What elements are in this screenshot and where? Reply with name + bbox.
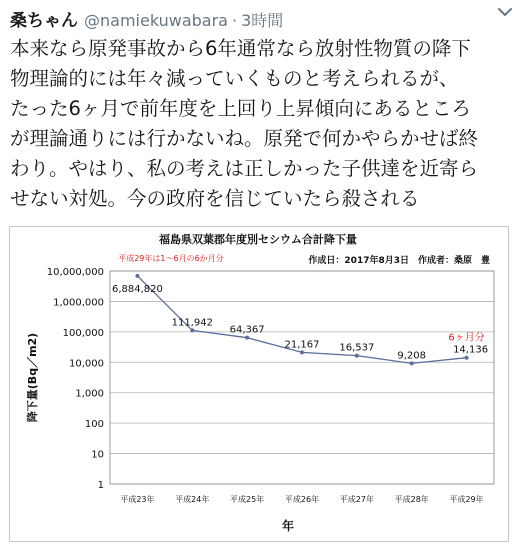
data-point bbox=[465, 356, 469, 360]
attached-chart-image[interactable] bbox=[9, 226, 509, 542]
chart-subtitle: 作成日：2017年8月3日 作成者：桑原 豊 bbox=[308, 256, 490, 266]
tweet-header bbox=[10, 6, 509, 32]
y-tick-label: 100 bbox=[84, 419, 104, 431]
x-tick-label: 平成25年 bbox=[230, 495, 265, 504]
chart-title: 福島県双葉郡年度別セシウム合計降下量 bbox=[159, 233, 357, 246]
x-tick-label: 平成23年 bbox=[120, 495, 155, 504]
timestamp[interactable]: 3時間 bbox=[241, 11, 284, 30]
data-point bbox=[355, 354, 359, 358]
tweet-text-line: わり。やはり、私の考えは正しかった子供達を近寄ら bbox=[10, 157, 479, 180]
chevron-down-icon[interactable] bbox=[495, 2, 515, 22]
y-tick-label: 100,000 bbox=[62, 327, 104, 339]
y-axis-label: 降下量(Bq／m2) bbox=[26, 332, 39, 423]
x-tick-label: 平成29年 bbox=[449, 495, 484, 504]
y-tick-label: 1,000 bbox=[75, 388, 104, 400]
separator-dot: · bbox=[231, 11, 238, 30]
cesium-chart bbox=[10, 227, 508, 541]
data-label: 16,537 bbox=[339, 342, 375, 354]
y-tick-label: 10,000 bbox=[69, 358, 104, 370]
data-point bbox=[190, 328, 194, 332]
user-handle[interactable]: @namiekuwabara bbox=[84, 11, 228, 30]
data-label: 64,367 bbox=[229, 324, 265, 336]
x-tick-label: 平成26年 bbox=[284, 495, 320, 504]
data-label: 9,208 bbox=[397, 350, 427, 362]
tweet-text-line: せない対処。今の政府を信じていたら殺される bbox=[10, 187, 420, 210]
y-tick-label: 10 bbox=[91, 449, 104, 461]
x-axis-label: 年 bbox=[281, 519, 295, 533]
tweet-text-line: たった6ヶ月で前年度を上回り上昇傾向にあるところ bbox=[10, 97, 471, 120]
data-label: 6,884,820 bbox=[111, 283, 163, 295]
data-label: 14,136 bbox=[453, 344, 489, 356]
plot-frame bbox=[110, 271, 494, 484]
tweet-text-line: 本来なら原発事故から6年通常なら放射性物質の降下 bbox=[10, 37, 471, 60]
tweet-text-line: 物理論的には年々減っていくものと考えられるが、 bbox=[10, 67, 459, 90]
x-tick-label: 平成24年 bbox=[175, 495, 210, 504]
data-label: 21,167 bbox=[284, 339, 320, 351]
x-tick-label: 平成27年 bbox=[339, 495, 374, 504]
tweet-text-line: が理論通りには行かないね。原発で何かやらかせば終 bbox=[10, 127, 479, 150]
y-tick-label: 1 bbox=[97, 480, 104, 491]
data-point bbox=[300, 350, 304, 354]
x-tick-label: 平成28年 bbox=[394, 495, 429, 504]
data-label: 111,942 bbox=[171, 317, 213, 329]
y-tick-label: 10,000,000 bbox=[46, 267, 104, 278]
data-point bbox=[135, 274, 139, 278]
annotation-note-last: 6ヶ月分 bbox=[448, 332, 485, 344]
display-name[interactable]: 桑ちゃん bbox=[10, 11, 78, 31]
annotation-note-top: 平成29年は1～6月の6か月分 bbox=[118, 254, 224, 263]
data-point bbox=[245, 336, 249, 340]
y-tick-label: 1,000,000 bbox=[53, 297, 104, 309]
data-point bbox=[410, 361, 414, 365]
tweet-text bbox=[10, 34, 515, 214]
